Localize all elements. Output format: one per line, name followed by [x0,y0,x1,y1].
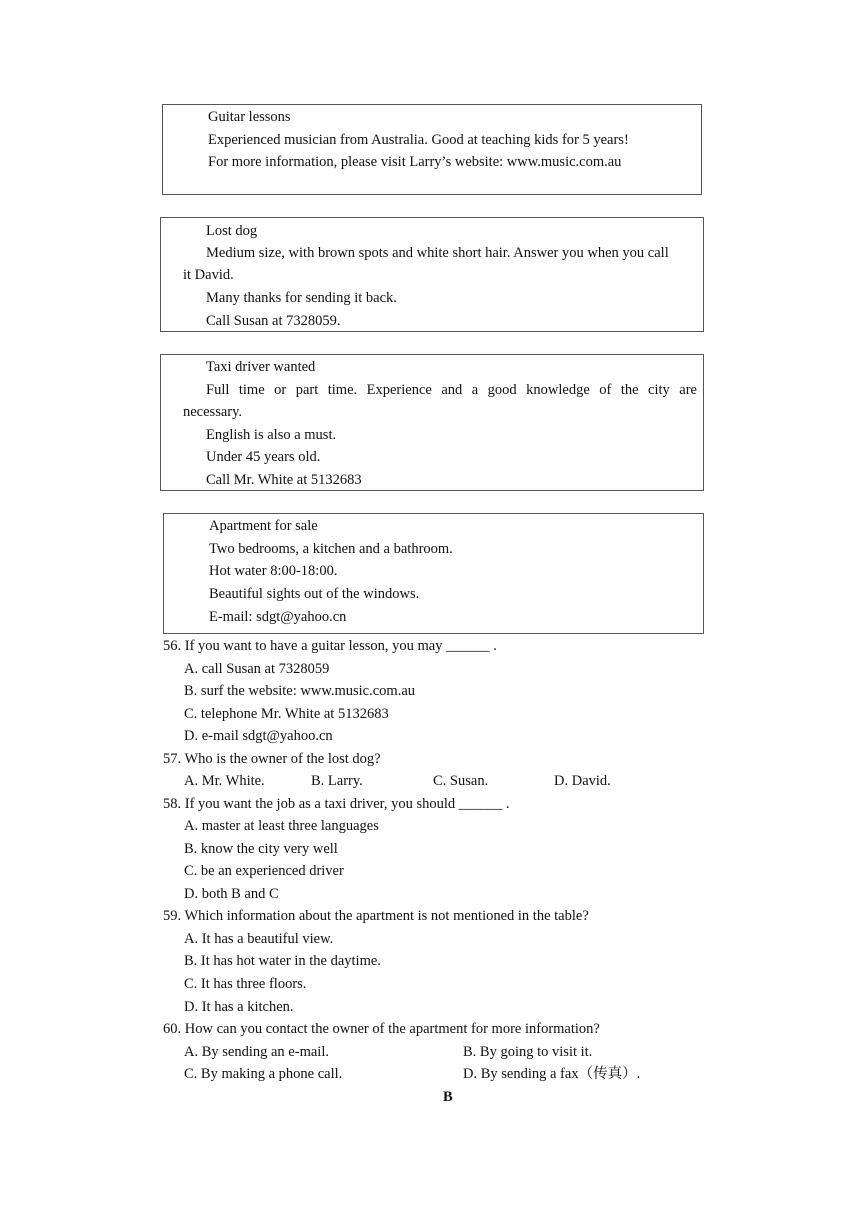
answer-option: D. It has a kitchen. [184,999,294,1015]
section-label: B [443,1089,453,1105]
ad-line: Beautiful sights out of the windows. [209,586,420,602]
word: or [274,382,287,398]
answer-option: A. master at least three languages [184,818,379,834]
answer-option: D. both B and C [184,886,279,902]
answer-option: A. It has a beautiful view. [184,931,334,947]
question-stem: 59. Which information about the apartment is not mentioned in the table? [163,908,589,924]
answer-option: A. Mr. White. [184,773,265,789]
word: and [441,382,463,398]
word: a [471,382,479,398]
answer-option: D. By sending a fax（传真）. [463,1066,641,1082]
answer-option: D. e-mail sdgt@yahoo.cn [184,728,333,744]
answer-option: A. By sending an e-mail. [184,1044,329,1060]
word: the [620,382,639,398]
word: good [487,382,517,398]
ad-line: Call Susan at 7328059. [206,313,341,329]
word: of [599,382,612,398]
answer-option: C. It has three floors. [184,976,307,992]
ad-line: Under 45 years old. [206,449,321,465]
answer-option: A. call Susan at 7328059 [184,661,330,677]
word: part [295,382,319,398]
ad-line: it David. [183,267,234,283]
ad-title: Taxi driver wanted [206,359,316,375]
word: city [648,382,670,398]
ad-line: Many thanks for sending it back. [206,290,397,306]
ad-line: Two bedrooms, a kitchen and a bathroom. [209,541,453,557]
question-stem: 60. How can you contact the owner of the apartment for more information? [163,1021,600,1037]
question-stem: 58. If you want the job as a taxi driver, you should ______ . [163,796,510,812]
ad-line: English is also a must. [206,427,337,443]
ad-line: Call Mr. White at 5132683 [206,472,362,488]
ad-title: Lost dog [206,223,258,239]
answer-option: C. By making a phone call. [184,1066,343,1082]
ad-line: Hot water 8:00-18:00. [209,563,338,579]
answer-option: B. know the city very well [184,841,338,857]
answer-option: B. surf the website: www.music.com.au [184,683,416,699]
word: time. [327,382,358,398]
word: Full [206,382,230,398]
answer-option: B. Larry. [311,773,363,789]
word: knowledge [526,382,590,398]
ad-title: Guitar lessons [208,109,291,125]
ad-title: Apartment for sale [209,518,318,534]
answer-option: C. Susan. [433,773,489,789]
word: Experience [366,382,432,398]
word: time [238,382,265,398]
ad-line: Medium size, with brown spots and white short hair. Answer you when you call [206,245,669,261]
ad-line: necessary. [183,404,243,420]
word: are [679,382,697,398]
answer-option: B. By going to visit it. [463,1044,593,1060]
answer-option: B. It has hot water in the daytime. [184,953,381,969]
answer-option: C. telephone Mr. White at 5132683 [184,706,389,722]
ad-line: E-mail: sdgt@yahoo.cn [209,609,347,625]
question-stem: 57. Who is the owner of the lost dog? [163,751,381,767]
ad-line: Experienced musician from Australia. Good at teaching kids for 5 years! [208,132,629,148]
answer-option: D. David. [554,773,611,789]
question-stem: 56. If you want to have a guitar lesson, you may ______ . [163,638,497,654]
answer-option: C. be an experienced driver [184,863,344,879]
ad-line: For more information, please visit Larry’s website: www.music.com.au [208,154,622,170]
ad-justified-line [206,381,697,399]
